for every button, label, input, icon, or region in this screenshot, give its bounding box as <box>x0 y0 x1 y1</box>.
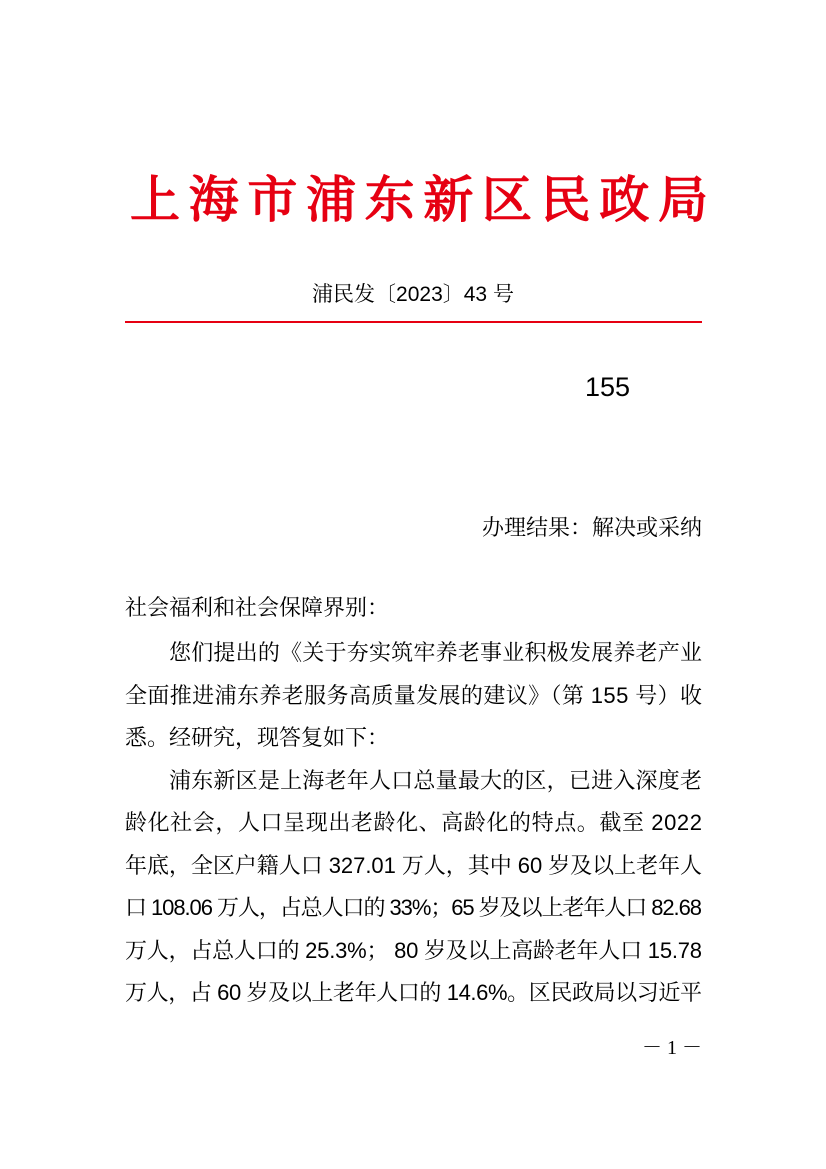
paragraph-line <box>125 887 702 930</box>
paragraph-line <box>125 675 702 718</box>
header-red-rule <box>125 321 702 323</box>
paragraph-line-text: 悉。经研究，现答复如下： <box>125 725 390 750</box>
paragraph-line <box>125 717 702 760</box>
paragraph-line-text: 年底，全区户籍人口 327.01 万人，其中 60 岁及以上老年人 <box>125 852 702 878</box>
issuing-authority-title-text: 上海市浦东新区民政局 <box>130 172 717 228</box>
paragraph-acknowledgement <box>125 632 702 760</box>
paragraph-background <box>125 760 702 1015</box>
proposal-number: 155 <box>585 372 631 402</box>
paragraph-line <box>125 760 702 803</box>
reply-body <box>125 632 702 1015</box>
issuing-authority-title <box>130 168 717 232</box>
paragraph-line-text: 万人，占总人口的 25.3%； 80 岁及以上高龄老年人口 15.78 <box>125 937 702 963</box>
handling-result <box>125 510 702 546</box>
paragraph-line-text: 龄化社会，人口呈现出老龄化、高龄化的特点。截至 2022 <box>125 810 703 835</box>
paragraph-line-text: 万人，占 60 岁及以上老年人口的 14.6%。区民政局以习近平 <box>125 980 702 1005</box>
paragraph-line <box>125 972 702 1015</box>
salutation: 社会福利和社会保障界别： <box>125 595 390 620</box>
paragraph-line <box>125 632 702 675</box>
paragraph-line <box>125 802 702 845</box>
paragraph-line-text: 您们提出的《关于夯实筑牢养老事业积极发展养老产业 <box>169 640 703 665</box>
handling-result-value: 解决或采纳 <box>591 515 702 540</box>
document-number: 浦民发〔2023〕43 号 <box>312 283 514 306</box>
paragraph-line <box>125 930 702 973</box>
paragraph-line-text: 全面推进浦东养老服务高质量发展的建议》（第 155 号）收 <box>125 682 703 708</box>
paragraph-line <box>125 845 702 888</box>
paragraph-line-text: 浦东新区是上海老年人口总量最大的区，已进入深度老 <box>169 767 703 793</box>
page-number: － 1 － <box>642 1037 702 1059</box>
handling-result-label: 办理结果： <box>481 515 592 540</box>
paragraph-line-text: 口 108.06 万人，占总人口的 33%；65 岁及以上老年人口 82.68 <box>125 895 701 920</box>
